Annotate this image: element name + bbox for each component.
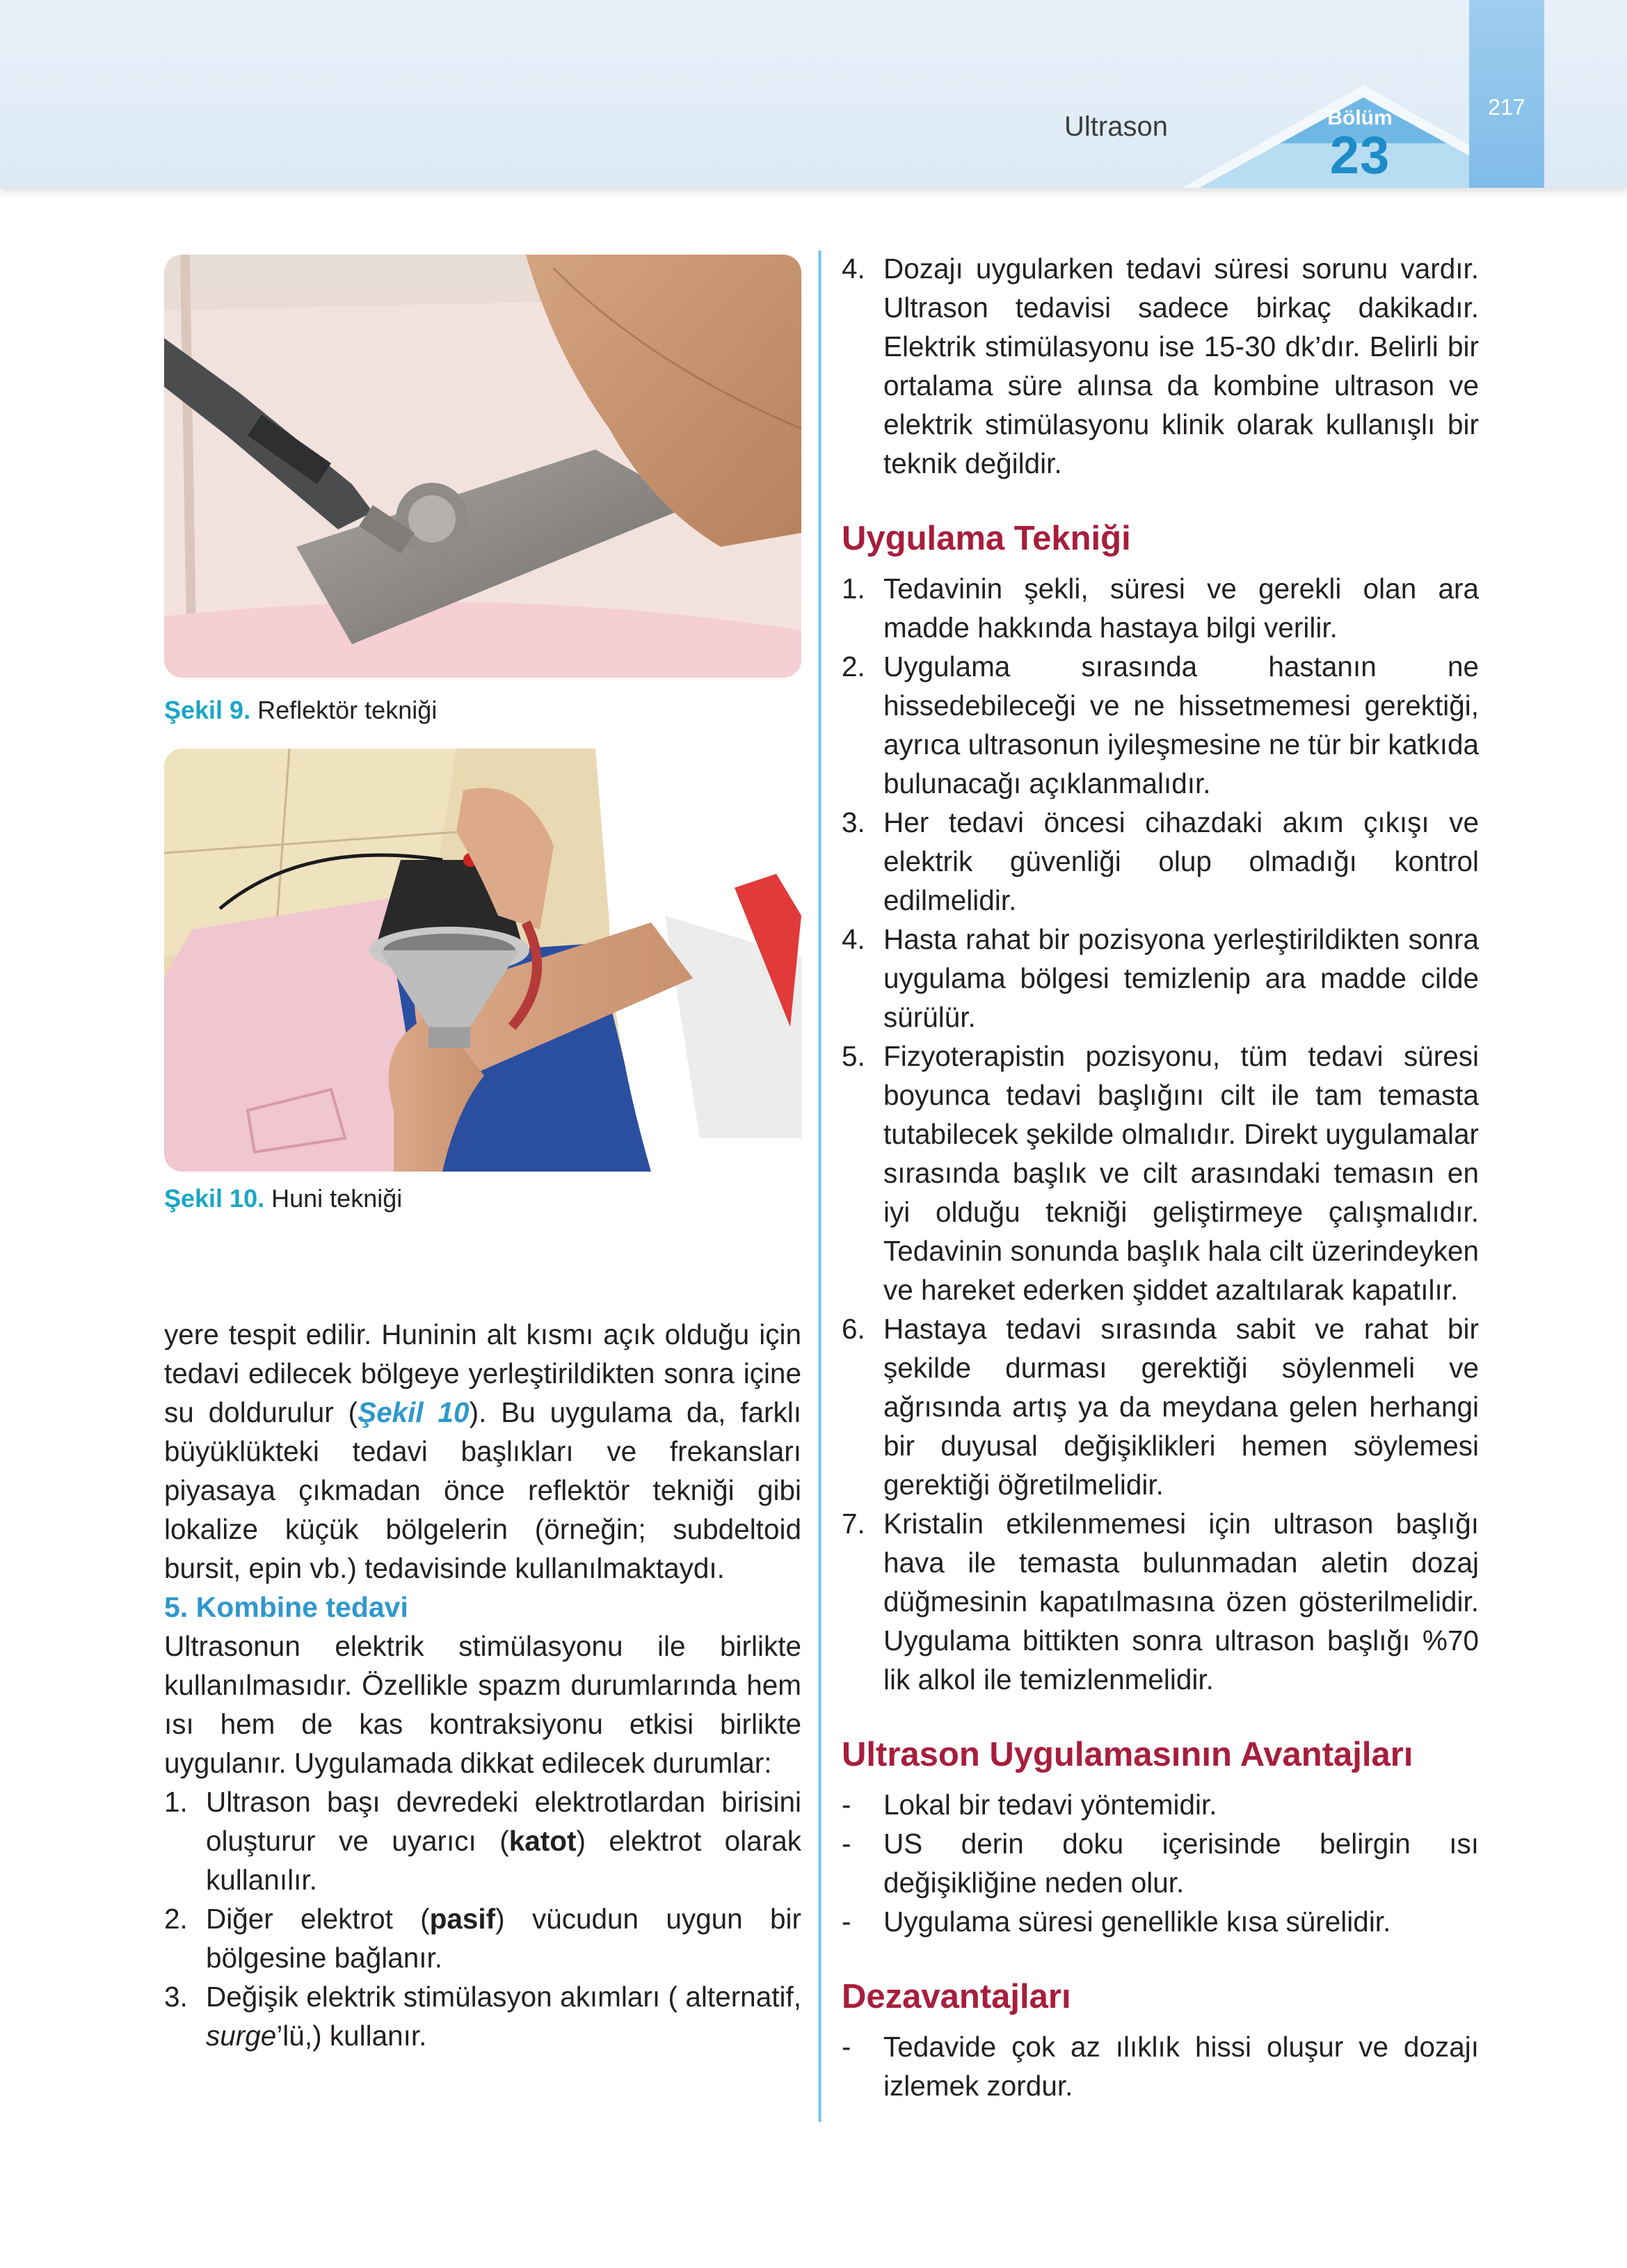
column-divider xyxy=(818,250,821,2122)
figure-10-caption xyxy=(164,1184,402,1213)
list-text: ) elektrot olarak kullanılır. xyxy=(206,1825,801,1896)
page-tab xyxy=(1469,0,1544,188)
list-text: Tedavinin şekli, süresi ve gerekli olan ara madde hakkında hastaya bilgi verilir. xyxy=(883,573,1479,644)
list-item xyxy=(842,1504,1479,1699)
disadvantages-heading: Dezavantajları xyxy=(842,1978,1071,2015)
figure-10-reference[interactable]: Şekil 10 xyxy=(358,1396,470,1428)
list-item xyxy=(842,1902,1479,1941)
figure-funnel-technique xyxy=(164,749,801,1172)
list-number: 5. xyxy=(842,1040,865,1072)
bullet-dash: - xyxy=(842,1906,851,1938)
list-text: Lokal bir tedavi yöntemidir. xyxy=(883,1789,1217,1821)
list-item xyxy=(842,1785,1479,1824)
list-emphasis: katot xyxy=(508,1825,577,1857)
reflector-technique-photo xyxy=(164,255,801,678)
page-number: 217 xyxy=(1488,95,1525,120)
bullet-dash: - xyxy=(842,1789,851,1821)
list-number: 1. xyxy=(164,1786,188,1818)
running-title: Ultrason xyxy=(1064,111,1168,142)
kombine-paragraph: Ultrasonun elektrik stimülasyonu ile birlikte kullanılmasıdır. Özellikle spazm durumlarında hem ısı hem de kas kontraksiyonu etkisi birlikte uygulanır. Uygulamada dikkat edilecek durumlar: xyxy=(164,1630,801,1779)
disadvantages-list xyxy=(842,2027,1479,2105)
list-text: Değişik elektrik stimülasyon akımları ( alternatif, xyxy=(206,1981,801,2013)
list-item xyxy=(842,803,1479,920)
figure-10-label: Şekil 10. xyxy=(164,1184,265,1213)
list-number: 3. xyxy=(842,806,865,838)
funnel-technique-photo xyxy=(164,749,801,1172)
list-text: US derin doku içerisinde belirgin ısı değişikliğine neden olur. xyxy=(883,1828,1479,1899)
kombine-heading: 5. Kombine tedavi xyxy=(164,1591,408,1623)
list-text: Her tedavi öncesi cihazdaki akım çıkışı ve elektrik güvenliği olup olmadığı kontrol edilmelidir. xyxy=(883,806,1479,916)
list-number: 3. xyxy=(164,1981,188,2013)
right-column xyxy=(842,249,1479,2105)
figure-9-caption xyxy=(164,696,437,725)
list-number: 6. xyxy=(842,1313,865,1345)
intro-paragraph xyxy=(164,1315,801,1588)
list-text: ) vücudun uygun bir bölgesine bağlanır. xyxy=(206,1903,801,1974)
kombine-list-continued xyxy=(842,249,1479,483)
list-item xyxy=(842,1309,1479,1504)
figure-reflector-technique xyxy=(164,255,801,678)
figure-10-text: Huni tekniği xyxy=(271,1184,403,1213)
list-italic: surge xyxy=(206,2020,277,2052)
list-item xyxy=(164,1899,801,1977)
list-number: 4. xyxy=(842,923,865,955)
list-number: 2. xyxy=(842,650,865,682)
list-number: 4. xyxy=(842,253,865,285)
intro-text-end: ). Bu uygulama da, farklı büyüklükteki tedavi başlıkları ve frekansları piyasaya çıkmadan önce reflektör tekniği gibi lokalize küçük bölgelerin (örneğin; subdeltoid bursit, epin vb.) tedavisinde kullanılmaktaydı. xyxy=(164,1396,801,1584)
chapter-label: Bölüm xyxy=(1327,106,1393,129)
list-item xyxy=(842,2027,1479,2105)
list-text: Hastaya tedavi sırasında sabit ve rahat bir şekilde durması gerektiği söylenmeli ve ağrısında artış ya da meydana gelen herhangi bir duyusal değişiklikleri hemen söylemesi gerektiği öğretilmelidir. xyxy=(883,1313,1479,1501)
list-item xyxy=(842,920,1479,1037)
kombine-list xyxy=(164,1782,801,2055)
list-text: ’lü,) kullanır. xyxy=(276,2020,427,2052)
list-item xyxy=(842,249,1479,483)
list-item xyxy=(164,1977,801,2055)
bullet-dash: - xyxy=(842,1828,851,1860)
list-text: Fizyoterapistin pozisyonu, tüm tedavi süresi boyunca tedavi başlığını cilt ile tam temasta tutabilecek şekilde olmalıdır. Direkt uygulamalar sırasında başlık ve cilt arasındaki temasın en iyi olduğu tekniği geliştirmeye çalışmalıdır. Tedavinin sonunda başlık hala cilt üzerindeyken ve hareket ederken şiddet azaltılarak kapatılır. xyxy=(883,1040,1479,1306)
list-number: 2. xyxy=(164,1903,188,1935)
intro-text-start: yere tespit edilir. Huninin alt kısmı açık olduğu için tedavi edilecek bölgeye yerleştirildikten sonra içine su doldurulur ( xyxy=(164,1318,801,1428)
list-text: Uygulama süresi genellikle kısa sürelidir. xyxy=(883,1906,1391,1938)
figure-9-text: Reflektör tekniği xyxy=(257,696,438,724)
bullet-dash: - xyxy=(842,2031,851,2063)
list-text: Diğer elektrot ( xyxy=(206,1903,430,1935)
list-item xyxy=(842,1824,1479,1902)
list-item xyxy=(842,647,1479,803)
list-item xyxy=(842,569,1479,647)
list-text: Ultrason başı devredeki elektrotlardan birisini oluşturur ve uyarıcı ( xyxy=(206,1786,801,1857)
list-text: Dozajı uygularken tedavi süresi sorunu vardır. Ultrason tedavisi sadece birkaç dakikadır. Elektrik stimülasyonu ise 15-30 dk’dır. Belirli bir ortalama süre alınsa da kombine ultrason ve elektrik stimülasyonu klinik olarak kullanışlı bir teknik değildir. xyxy=(883,253,1479,479)
left-column xyxy=(164,1315,801,2055)
list-number: 1. xyxy=(842,573,865,605)
list-text: Uygulama sırasında hastanın ne hissedebileceği ve ne hissetmemesi gerektiği, ayrıca ultrasonun iyileşmesine ne tür bir katkıda bulunacağı açıklanmalıdır. xyxy=(883,650,1479,799)
list-emphasis: pasif xyxy=(429,1903,496,1935)
list-item xyxy=(842,1037,1479,1309)
list-item xyxy=(164,1782,801,1899)
list-number: 7. xyxy=(842,1508,865,1540)
list-text: Hasta rahat bir pozisyona yerleştirildikten sonra uygulama bölgesi temizlenip ara madde cilde sürülür. xyxy=(883,923,1479,1033)
figure-9-label: Şekil 9. xyxy=(164,696,251,724)
list-text: Kristalin etkilenmemesi için ultrason başlığı hava ile temasta bulunmadan aletin dozaj düğmesinin kapatılmasına özen gösterilmelidir. Uygulama bittikten sonra ultrason başlığı %70 lik alkol ile temizlenmelidir. xyxy=(883,1508,1479,1695)
technique-heading: Uygulama Tekniği xyxy=(842,520,1131,557)
list-text: Tedavide çok az ılıklık hissi oluşur ve dozajı izlemek zordur. xyxy=(883,2031,1479,2102)
advantages-heading: Ultrason Uygulamasının Avantajları xyxy=(842,1736,1413,1773)
advantages-list xyxy=(842,1785,1479,1941)
technique-list xyxy=(842,569,1479,1699)
chapter-number: 23 xyxy=(1329,126,1390,185)
